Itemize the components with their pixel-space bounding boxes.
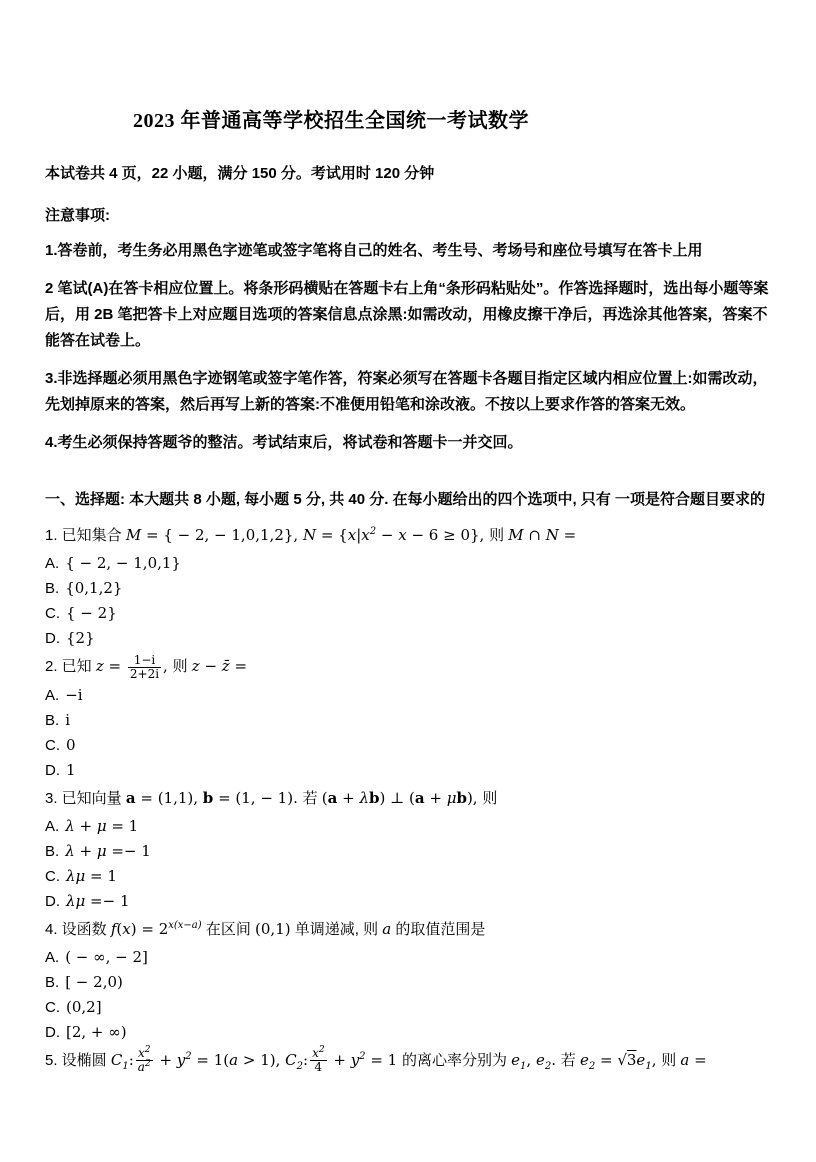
question-block <box>45 522 774 651</box>
math-run: = <box>103 657 126 675</box>
math-run: e <box>511 1050 521 1069</box>
option-label: A. <box>45 948 60 966</box>
math-run: = 1( <box>191 1050 230 1069</box>
math-run: , <box>651 1050 662 1069</box>
option-row <box>45 576 774 601</box>
math-run: 1 <box>520 1060 527 1072</box>
option-row <box>45 814 774 839</box>
math-run: μ <box>446 788 457 807</box>
question-block <box>45 785 774 914</box>
section-heading: 一、选择题: 本大题共 8 小题, 每小题 5 分, 共 40 分. 在每小题给出的四个选项中, 只有 一项是符合题目要求的 <box>45 491 766 508</box>
math-run: λ <box>65 841 75 860</box>
question-stem <box>45 1047 774 1075</box>
question-block <box>45 1047 774 1075</box>
option-row <box>45 970 774 995</box>
option-row <box>45 551 774 576</box>
math-run: { − 2} <box>66 604 117 622</box>
math-run: N <box>545 526 559 544</box>
math-run: λμ <box>66 891 86 910</box>
math-run: = <box>689 1050 707 1069</box>
math-run: {2} <box>66 629 95 647</box>
math-run: [2, + ∞) <box>66 1022 127 1041</box>
question-stem <box>45 785 774 812</box>
option-row <box>45 758 774 783</box>
math-run: =− 1 <box>106 841 151 860</box>
option-row <box>45 864 774 889</box>
option-content <box>65 949 148 966</box>
math-run: > 1), <box>238 1050 286 1069</box>
math-run: = <box>229 657 248 675</box>
option-row <box>45 626 774 651</box>
math-run: 2 <box>369 526 377 537</box>
math-run: 2 <box>544 1060 552 1072</box>
math-run: ( − ∞, − 2] <box>65 947 148 966</box>
math-run: x <box>361 526 370 544</box>
math-run: = { <box>316 526 348 544</box>
math-run: . <box>551 1050 561 1069</box>
math-run: ( <box>321 788 328 807</box>
math-run: x <box>347 526 357 544</box>
text-run: 的离心率分别为 <box>401 1051 512 1069</box>
math-run: a <box>327 788 338 807</box>
math-run: a <box>125 788 136 807</box>
math-run: e <box>579 1050 589 1069</box>
math-run: z̄ <box>221 657 230 675</box>
math-run: 2 <box>588 1060 596 1072</box>
text-run: 则 <box>172 658 192 675</box>
math-run: = (1,1), <box>135 788 203 807</box>
math-run: y <box>176 1050 186 1069</box>
page-title: 2023 年普通高等学校招生全国统一考试数学 <box>133 110 529 132</box>
option-content <box>65 555 181 572</box>
math-run: = <box>558 526 577 544</box>
option-content <box>66 737 76 754</box>
math-run: | <box>356 526 362 544</box>
math-run: : <box>303 1050 309 1069</box>
math-run: a <box>137 1060 145 1075</box>
math-run: x(x−a) <box>168 919 202 931</box>
math-run: − 6 ≥ 0}, <box>406 526 490 544</box>
math-run: a <box>414 788 425 807</box>
math-run: x <box>312 1046 319 1061</box>
math-run: x <box>122 919 131 938</box>
document-page <box>0 106 816 1162</box>
text-run: 在区间 <box>201 920 256 938</box>
math-run: x <box>398 526 407 544</box>
option-label: B. <box>45 580 60 597</box>
math-run: = 1 <box>85 866 117 885</box>
math-run: ( <box>116 919 123 938</box>
math-run: , <box>526 1050 536 1069</box>
math-run: + <box>154 1050 177 1069</box>
math-run: N <box>302 526 317 544</box>
math-run: 0 <box>66 735 76 754</box>
option-content <box>65 843 151 860</box>
math-run: + <box>74 841 97 860</box>
math-run: = (1, − 1). <box>213 788 303 807</box>
text-run: 1. 已知集合 <box>45 527 126 544</box>
math-run: {0,1,2} <box>65 579 123 597</box>
math-run: = { − 2, − 1,0,1,2}, <box>141 526 303 544</box>
math-run: λμ <box>66 866 86 885</box>
math-run: + <box>424 788 447 807</box>
notice-item: 2 笔试(A)在答卡相应位置上。将条形码横贴在答题卡右上角“条形码粘贴处”。作答选择题时，选出每小题等案后，用 2B 笔把答卡上对应题目选项的答案信息点涂黑:如需改动，用橡皮擦干净后，再选涂其他答案，答案不能答在试卷上。 <box>45 280 769 349</box>
math-run: : <box>128 1050 134 1069</box>
math-fraction <box>309 1047 328 1074</box>
question-stem <box>45 653 774 681</box>
option-content <box>66 1024 127 1041</box>
math-run: x <box>137 1046 145 1061</box>
notice-item: 3.非选择题必须用黑色字迹钢笔或签字笔作答，符案必须写在答题卡各题目指定区域内相应位置上:如需改动，先划掉原来的答案，然后再写上新的答案:不准便用铅笔和涂改液。不按以上要求作答的答案无效。 <box>45 370 768 413</box>
math-run: 1 <box>66 760 76 779</box>
option-row <box>45 889 774 914</box>
math-run: − <box>199 657 222 675</box>
option-label: B. <box>45 711 60 729</box>
option-label: A. <box>45 555 60 572</box>
math-run: = 1 <box>365 1050 402 1069</box>
math-run: { − 2, − 1,0,1} <box>65 554 181 572</box>
math-run: 2+2i <box>129 666 160 681</box>
option-label: C. <box>45 736 60 754</box>
option-content <box>66 605 117 622</box>
option-content <box>65 712 70 729</box>
option-row <box>45 733 774 758</box>
exam-info: 本试卷共 4 页，22 小题，满分 150 分。考试用时 120 分钟 <box>45 165 435 182</box>
option-label: B. <box>45 842 60 860</box>
math-run: [ − 2,0) <box>65 972 123 991</box>
text-run: 5. 设椭圆 <box>45 1051 111 1069</box>
text-run: 若 <box>560 1051 580 1069</box>
math-run: M <box>508 526 524 544</box>
text-run: 3. 已知向量 <box>45 789 126 807</box>
question-stem <box>45 916 774 943</box>
option-row <box>45 1020 774 1045</box>
option-label: C. <box>45 605 60 622</box>
math-run: i <box>65 710 70 729</box>
questions-list <box>45 522 774 1074</box>
math-radicand: 3 <box>626 1050 637 1069</box>
math-run: μ <box>96 841 107 860</box>
math-run: b <box>202 788 214 807</box>
option-label: D. <box>45 761 60 779</box>
option-label: D. <box>45 630 60 647</box>
option-row <box>45 683 774 708</box>
notice-item: 4.考生必须保持答题爷的整洁。考试结束后，将试卷和答题卡一并交回。 <box>45 434 523 451</box>
option-row <box>45 708 774 733</box>
option-content <box>65 974 123 991</box>
option-row <box>45 601 774 626</box>
math-run: b <box>456 788 467 807</box>
math-run: a <box>680 1050 690 1069</box>
option-content <box>65 687 82 704</box>
math-run: ) = 2 <box>130 919 169 938</box>
option-label: A. <box>45 817 60 835</box>
math-radical-sign: √ <box>617 1050 627 1069</box>
math-run: ) ⊥ ( <box>379 788 415 807</box>
option-row <box>45 995 774 1020</box>
text-run: 4. 设函数 <box>45 920 111 938</box>
option-content <box>66 893 129 910</box>
text-run: 单调递减, 则 <box>290 920 383 938</box>
option-content <box>65 818 138 835</box>
question-stem <box>45 522 774 549</box>
math-run: 1−i <box>133 652 156 667</box>
option-label: C. <box>45 867 60 885</box>
option-label: D. <box>45 892 60 910</box>
option-label: C. <box>45 998 60 1016</box>
math-run: C <box>285 1050 297 1069</box>
option-content <box>66 762 76 779</box>
math-run: 1 <box>122 1060 129 1072</box>
math-run: f <box>110 919 117 938</box>
question-block <box>45 916 774 1045</box>
math-run: 2 <box>185 1050 192 1062</box>
math-run: y <box>350 1050 360 1069</box>
math-run: (0,2] <box>66 997 102 1016</box>
math-fraction <box>127 654 162 681</box>
math-run: − <box>376 526 399 544</box>
text-run: 若 <box>302 789 322 807</box>
math-run: =− 1 <box>85 891 130 910</box>
notice-item: 1.答卷前，考生务必用黑色字迹笔或签字笔将自己的姓名、考生号、考场号和座位号填写在答卡上用 <box>45 242 703 259</box>
math-run: z <box>191 657 200 675</box>
math-run: ), <box>466 788 483 807</box>
math-run: a <box>229 1050 239 1069</box>
option-content <box>66 630 95 647</box>
math-run: + <box>328 1050 351 1069</box>
math-run: λ <box>65 816 75 835</box>
option-row <box>45 839 774 864</box>
notices-list <box>45 238 774 456</box>
math-run: 2 <box>296 1060 303 1072</box>
math-run: , <box>163 657 173 675</box>
math-run: e <box>636 1050 646 1069</box>
text-run: 的取值范围是 <box>391 920 486 938</box>
math-run: −i <box>65 685 83 704</box>
math-run: = <box>595 1050 618 1069</box>
math-run: 4 <box>314 1060 323 1075</box>
text-run: 则 <box>661 1051 681 1069</box>
math-run: λ <box>359 788 369 807</box>
math-run: a <box>382 919 392 938</box>
math-run: (0,1) <box>255 919 291 938</box>
option-content <box>65 580 122 597</box>
math-run: + <box>74 816 97 835</box>
math-run: 2 <box>144 1059 151 1070</box>
math-run: μ <box>96 816 107 835</box>
question-block <box>45 653 774 783</box>
math-run: 1 <box>645 1060 652 1072</box>
math-run: 2 <box>144 1045 151 1056</box>
math-run: = 1 <box>106 816 139 835</box>
notices-heading: 注意事项: <box>45 207 110 224</box>
option-label: A. <box>45 686 60 704</box>
math-run: C <box>110 1050 123 1069</box>
text-run: 则 <box>489 527 509 544</box>
math-run: 2 <box>318 1045 325 1056</box>
option-label: D. <box>45 1023 60 1041</box>
math-run: z <box>95 657 104 675</box>
page-content <box>0 106 816 1074</box>
math-run: M <box>125 526 142 544</box>
option-content <box>66 999 102 1016</box>
option-label: B. <box>45 973 60 991</box>
math-run: + <box>337 788 360 807</box>
text-run: 则 <box>482 789 498 807</box>
math-run: ∩ <box>523 526 546 544</box>
option-row <box>45 945 774 970</box>
math-fraction <box>135 1047 154 1074</box>
math-run: 2 <box>359 1050 366 1062</box>
option-content <box>66 868 117 885</box>
math-run: e <box>535 1050 545 1069</box>
math-run: b <box>369 788 380 807</box>
text-run: 2. 已知 <box>45 658 96 675</box>
